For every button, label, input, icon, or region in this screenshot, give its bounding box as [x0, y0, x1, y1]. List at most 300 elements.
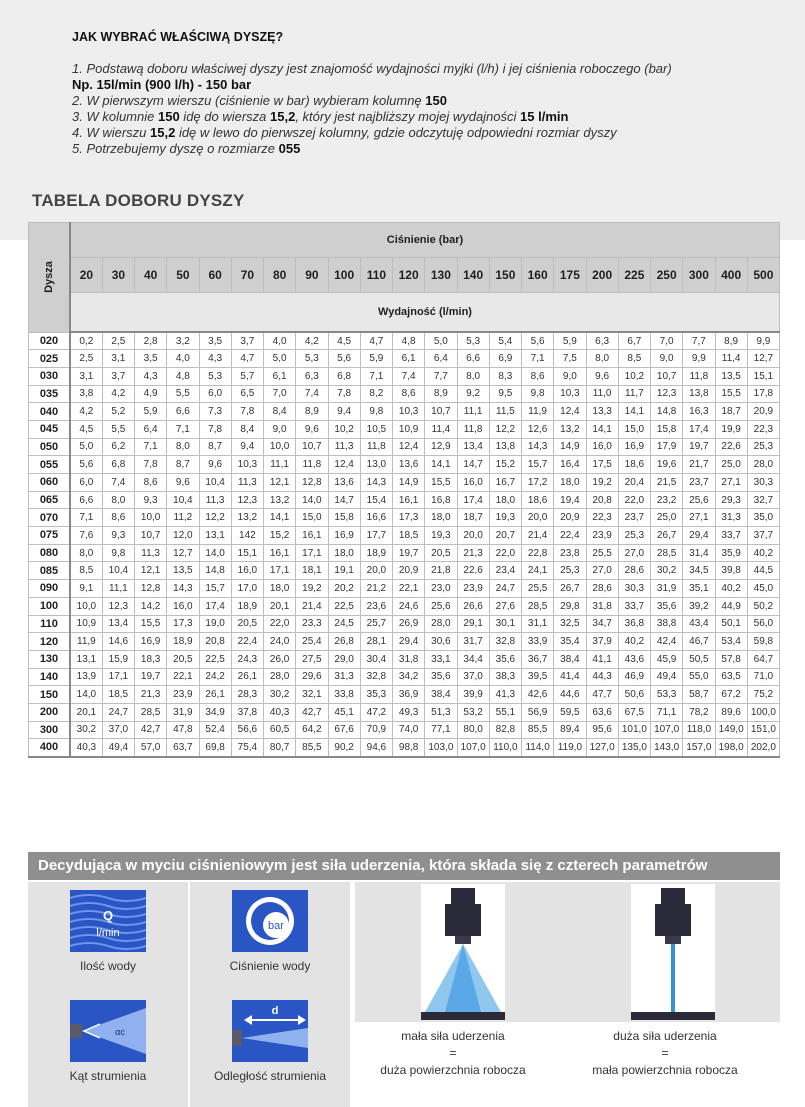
spray-angle-icon — [70, 1000, 146, 1062]
flow-cell: 11,4 — [425, 420, 457, 438]
flow-cell: 45,9 — [651, 650, 683, 668]
flow-cell: 25,5 — [586, 544, 618, 562]
flow-cell: 47,8 — [167, 721, 199, 739]
flow-cell: 98,8 — [393, 739, 425, 757]
flow-cell: 7,1 — [135, 438, 167, 456]
flow-cell: 25,3 — [618, 527, 650, 545]
flow-cell: 29,4 — [683, 527, 715, 545]
flow-cell: 31,8 — [586, 597, 618, 615]
param-pressure-label: Ciśnienie wody — [229, 959, 311, 973]
param-flow-label: Ilość wody — [79, 959, 137, 973]
flow-cell: 24,5 — [328, 615, 360, 633]
instructions-heading: JAK WYBRAĆ WŁAŚCIWĄ DYSZĘ? — [72, 30, 284, 44]
flow-cell: 29,4 — [393, 633, 425, 651]
nozzle-size: 120 — [29, 633, 71, 651]
flow-cell: 13,4 — [102, 615, 134, 633]
flow-cell: 12,4 — [328, 456, 360, 474]
table-row — [29, 332, 780, 350]
flow-cell: 11,9 — [70, 633, 102, 651]
flow-cell: 7,8 — [231, 403, 263, 421]
flow-cell: 7,1 — [167, 420, 199, 438]
flow-cell: 8,6 — [102, 509, 134, 527]
flow-cell: 24,1 — [522, 562, 554, 580]
flow-cell: 17,1 — [296, 544, 328, 562]
flow-cell: 107,0 — [651, 721, 683, 739]
flow-cell: 7,1 — [360, 367, 392, 385]
flow-cell: 11,2 — [167, 509, 199, 527]
flow-cell: 10,9 — [70, 615, 102, 633]
flow-cell: 7,8 — [199, 420, 231, 438]
flow-cell: 15,7 — [522, 456, 554, 474]
flow-cell: 103,0 — [425, 739, 457, 757]
flow-cell: 28,5 — [135, 703, 167, 721]
flow-cell: 22,6 — [457, 562, 489, 580]
flow-cell: 15,1 — [747, 367, 779, 385]
flow-cell: 24,3 — [231, 650, 263, 668]
flow-cell: 10,0 — [135, 509, 167, 527]
flow-cell: 9,0 — [554, 367, 586, 385]
flow-cell: 23,7 — [618, 509, 650, 527]
flow-cell: 64,7 — [747, 650, 779, 668]
flow-cell: 8,9 — [715, 332, 747, 350]
flow-cell: 20,7 — [489, 527, 521, 545]
flow-cell: 3,2 — [167, 332, 199, 350]
flow-cell: 28,6 — [586, 580, 618, 598]
flow-cell: 28,5 — [651, 544, 683, 562]
flow-cell: 51,3 — [425, 703, 457, 721]
flow-cell: 45,0 — [747, 580, 779, 598]
nozzle-size: 060 — [29, 474, 71, 492]
flow-cell: 31,3 — [328, 668, 360, 686]
flow-cell: 7,0 — [651, 332, 683, 350]
flow-cell: 18,0 — [328, 544, 360, 562]
nozzle-size: 085 — [29, 562, 71, 580]
flow-cell: 20,1 — [264, 597, 296, 615]
flow-cell: 14,6 — [102, 633, 134, 651]
flow-cell: 5,9 — [135, 403, 167, 421]
flow-cell: 11,3 — [135, 544, 167, 562]
nozzle-size: 070 — [29, 509, 71, 527]
flow-cell: 12,1 — [264, 474, 296, 492]
flow-cell: 38,3 — [489, 668, 521, 686]
flow-cell: 23,6 — [360, 597, 392, 615]
flow-cell: 6,0 — [70, 474, 102, 492]
flow-cell: 8,5 — [618, 350, 650, 368]
flow-cell: 63,6 — [586, 703, 618, 721]
flow-cell: 9,8 — [102, 544, 134, 562]
flow-cell: 26,1 — [231, 668, 263, 686]
flow-cell: 31,3 — [715, 509, 747, 527]
flow-cell: 12,3 — [231, 491, 263, 509]
flow-cell: 32,8 — [360, 668, 392, 686]
flow-cell: 142 — [231, 527, 263, 545]
flow-cell: 11,8 — [683, 367, 715, 385]
flow-cell: 22,1 — [167, 668, 199, 686]
flow-cell: 57,0 — [135, 739, 167, 757]
table-row — [29, 739, 780, 757]
table-row — [29, 367, 780, 385]
flow-cell: 24,6 — [393, 597, 425, 615]
nozzle-size: 020 — [29, 332, 71, 350]
flow-cell: 53,2 — [457, 703, 489, 721]
flow-cell: 16,1 — [296, 527, 328, 545]
flow-icon-q: Q — [102, 908, 114, 923]
pressure-gauge-icon — [232, 890, 308, 952]
flow-cell: 22,0 — [618, 491, 650, 509]
flow-cell: 17,4 — [199, 597, 231, 615]
flow-cell: 8,6 — [135, 474, 167, 492]
table-row — [29, 385, 780, 403]
flow-cell: 24,0 — [264, 633, 296, 651]
flow-cell: 21,8 — [425, 562, 457, 580]
flow-cell: 3,7 — [231, 332, 263, 350]
flow-cell: 13,6 — [393, 456, 425, 474]
flow-cell: 34,4 — [457, 650, 489, 668]
flow-cell: 4,0 — [167, 350, 199, 368]
flow-cell: 9,3 — [102, 527, 134, 545]
flow-cell: 15,5 — [135, 615, 167, 633]
nozzle-size: 200 — [29, 703, 71, 721]
flow-cell: 17,7 — [360, 527, 392, 545]
flow-cell: 33,1 — [425, 650, 457, 668]
flow-cell: 41,1 — [586, 650, 618, 668]
flow-cell: 29,8 — [554, 597, 586, 615]
pressure-col-header: 110 — [360, 258, 392, 293]
table-title: TABELA DOBORU DYSZY — [32, 191, 245, 210]
pressure-col-header: 225 — [618, 258, 650, 293]
flow-cell: 16,6 — [360, 509, 392, 527]
flow-cell: 11,1 — [264, 456, 296, 474]
flow-cell: 39,5 — [522, 668, 554, 686]
flow-cell: 24,7 — [102, 703, 134, 721]
flow-cell: 6,1 — [264, 367, 296, 385]
flow-cell: 63,7 — [167, 739, 199, 757]
flow-cell: 28,1 — [360, 633, 392, 651]
flow-cell: 2,8 — [135, 332, 167, 350]
pressure-col-header: 60 — [199, 258, 231, 293]
table-row — [29, 633, 780, 651]
flow-cell: 12,0 — [167, 527, 199, 545]
flow-cell: 7,0 — [264, 385, 296, 403]
flow-cell: 13,9 — [70, 668, 102, 686]
flow-cell: 20,9 — [747, 403, 779, 421]
flow-cell: 16,0 — [231, 562, 263, 580]
flow-cell: 28,0 — [264, 668, 296, 686]
flow-cell: 25,3 — [747, 438, 779, 456]
flow-cell: 6,4 — [425, 350, 457, 368]
flow-cell: 12,4 — [393, 438, 425, 456]
flow-cell: 118,0 — [683, 721, 715, 739]
flow-cell: 13,5 — [715, 367, 747, 385]
flow-cell: 11,0 — [586, 385, 618, 403]
flow-cell: 13,6 — [328, 474, 360, 492]
flow-cell: 11,4 — [715, 350, 747, 368]
flow-cell: 33,8 — [328, 686, 360, 704]
flow-cell: 50,1 — [715, 615, 747, 633]
nozzle-size: 035 — [29, 385, 71, 403]
flow-cell: 10,3 — [393, 403, 425, 421]
pressure-col-header: 400 — [715, 258, 747, 293]
flow-cell: 77,1 — [425, 721, 457, 739]
flow-cell: 90,2 — [328, 739, 360, 757]
flow-cell: 36,8 — [618, 615, 650, 633]
flow-cell: 6,0 — [199, 385, 231, 403]
flow-cell: 5,5 — [167, 385, 199, 403]
flow-cell: 5,4 — [489, 332, 521, 350]
flow-cell: 34,9 — [199, 703, 231, 721]
flow-cell: 34,7 — [586, 615, 618, 633]
flow-cell: 11,8 — [296, 456, 328, 474]
flow-cell: 20,0 — [522, 509, 554, 527]
flow-cell: 27,5 — [296, 650, 328, 668]
flow-cell: 23,3 — [296, 615, 328, 633]
flow-cell: 25,6 — [683, 491, 715, 509]
flow-cell: 17,2 — [522, 474, 554, 492]
flow-cell: 59,5 — [554, 703, 586, 721]
flow-cell: 4,8 — [167, 367, 199, 385]
flow-cell: 14,1 — [586, 420, 618, 438]
flow-cell: 18,5 — [102, 686, 134, 704]
impact-demo-panel — [355, 882, 780, 1022]
flow-cell: 18,7 — [715, 403, 747, 421]
low-impact-caption: mała siła uderzenia = duża powierzchnia robocza — [380, 1029, 526, 1077]
flow-cell: 5,6 — [70, 456, 102, 474]
flow-cell: 15,2 — [264, 527, 296, 545]
flow-cell: 38,4 — [554, 650, 586, 668]
flow-cell: 7,4 — [296, 385, 328, 403]
flow-cell: 15,7 — [199, 580, 231, 598]
flow-cell: 12,3 — [102, 597, 134, 615]
flow-cell: 2,5 — [70, 350, 102, 368]
table-row — [29, 456, 780, 474]
pressure-values-row — [29, 258, 780, 293]
flow-cell: 25,6 — [425, 597, 457, 615]
flow-cell: 28,3 — [231, 686, 263, 704]
flow-cell: 6,2 — [102, 438, 134, 456]
flow-cell: 49,4 — [651, 668, 683, 686]
table-row — [29, 403, 780, 421]
flow-cell: 110,0 — [489, 739, 521, 757]
flow-cell: 10,7 — [135, 527, 167, 545]
flow-cell: 16,9 — [618, 438, 650, 456]
flow-cell: 20,5 — [167, 650, 199, 668]
flow-cell: 23,9 — [457, 580, 489, 598]
param-angle — [28, 992, 188, 1107]
flow-cell: 22,0 — [264, 615, 296, 633]
flow-cell: 3,8 — [70, 385, 102, 403]
flow-cell: 9,8 — [360, 403, 392, 421]
flow-cell: 23,4 — [489, 562, 521, 580]
flow-cell: 78,2 — [683, 703, 715, 721]
table-row — [29, 420, 780, 438]
flow-cell: 19,9 — [715, 420, 747, 438]
flow-cell: 14,8 — [199, 562, 231, 580]
pressure-col-header: 500 — [747, 258, 779, 293]
flow-cell: 9,0 — [651, 350, 683, 368]
nozzle-size: 300 — [29, 721, 71, 739]
flow-cell: 35,9 — [715, 544, 747, 562]
flow-cell: 40,3 — [70, 739, 102, 757]
flow-cell: 12,1 — [135, 562, 167, 580]
flow-cell: 20,4 — [618, 474, 650, 492]
flow-cell: 19,6 — [651, 456, 683, 474]
flow-cell: 14,7 — [328, 491, 360, 509]
flow-cell: 24,7 — [489, 580, 521, 598]
flow-cell: 3,1 — [102, 350, 134, 368]
pressure-col-header: 150 — [489, 258, 521, 293]
flow-cell: 26,6 — [457, 597, 489, 615]
flow-cell: 31,9 — [167, 703, 199, 721]
flow-cell: 4,3 — [199, 350, 231, 368]
flow-cell: 12,7 — [167, 544, 199, 562]
flow-cell: 57,8 — [715, 650, 747, 668]
flow-header: Wydajność (l/min) — [70, 293, 780, 333]
flow-cell: 46,9 — [618, 668, 650, 686]
flow-cell: 14,0 — [70, 686, 102, 704]
flow-cell: 5,2 — [102, 403, 134, 421]
flow-cell: 17,1 — [264, 562, 296, 580]
flow-cell: 28,6 — [618, 562, 650, 580]
flow-cell: 82,8 — [489, 721, 521, 739]
flow-cell: 31,9 — [651, 580, 683, 598]
flow-cell: 11,3 — [231, 474, 263, 492]
nozzle-size: 400 — [29, 739, 71, 757]
param-angle-label: Kąt strumienia — [69, 1069, 147, 1083]
flow-cell: 10,5 — [360, 420, 392, 438]
flow-cell: 5,5 — [102, 420, 134, 438]
flow-cell: 43,4 — [683, 615, 715, 633]
flow-cell: 6,8 — [328, 367, 360, 385]
instructions-list — [72, 61, 672, 157]
flow-cell: 101,0 — [618, 721, 650, 739]
flow-cell: 37,8 — [231, 703, 263, 721]
flow-cell: 6,5 — [231, 385, 263, 403]
flow-cell: 6,3 — [296, 367, 328, 385]
flow-cell: 4,7 — [231, 350, 263, 368]
flow-cell: 4,0 — [264, 332, 296, 350]
flow-cell: 15,0 — [618, 420, 650, 438]
flow-cell: 119,0 — [554, 739, 586, 757]
flow-cell: 71,0 — [747, 668, 779, 686]
flow-cell: 9,1 — [70, 580, 102, 598]
flow-cell: 30,1 — [489, 615, 521, 633]
flow-cell: 53,4 — [715, 633, 747, 651]
flow-cell: 21,4 — [522, 527, 554, 545]
flow-cell: 35,6 — [651, 597, 683, 615]
flow-cell: 5,0 — [70, 438, 102, 456]
flow-cell: 4,5 — [70, 420, 102, 438]
step-3: 3. W kolumnie 150 idę do wiersza 15,2, który jest najbliższy mojej wydajności 15 l/min — [72, 109, 569, 124]
flow-cell: 19,2 — [586, 474, 618, 492]
flow-cell: 12,2 — [489, 420, 521, 438]
flow-cell: 45,1 — [328, 703, 360, 721]
flow-cell: 28,0 — [425, 615, 457, 633]
flow-cell: 13,1 — [70, 650, 102, 668]
flow-cell: 28,0 — [747, 456, 779, 474]
flow-cell: 10,7 — [651, 367, 683, 385]
flow-cell: 42,7 — [135, 721, 167, 739]
parameters-banner: Decydująca w myciu ciśnieniowym jest siła uderzenia, która składa się z czterech parametrów — [28, 852, 780, 880]
flow-cell: 4,2 — [102, 385, 134, 403]
flow-cell: 19,3 — [425, 527, 457, 545]
flow-cell: 6,6 — [167, 403, 199, 421]
table-row — [29, 562, 780, 580]
flow-cell: 89,4 — [554, 721, 586, 739]
flow-cell: 11,7 — [618, 385, 650, 403]
flow-cell: 60,5 — [264, 721, 296, 739]
flow-cell: 19,4 — [554, 491, 586, 509]
pressure-col-header: 70 — [231, 258, 263, 293]
flow-cell: 9,8 — [522, 385, 554, 403]
flow-cell: 4,8 — [393, 332, 425, 350]
flow-cell: 18,7 — [457, 509, 489, 527]
flow-cell: 2,5 — [102, 332, 134, 350]
flow-cell: 6,7 — [618, 332, 650, 350]
flow-cell: 22,4 — [231, 633, 263, 651]
flow-cell: 74,0 — [393, 721, 425, 739]
flow-cell: 135,0 — [618, 739, 650, 757]
nozzle-size: 030 — [29, 367, 71, 385]
nozzle-size: 080 — [29, 544, 71, 562]
flow-cell: 14,3 — [522, 438, 554, 456]
flow-cell: 12,9 — [425, 438, 457, 456]
flow-cell: 53,3 — [651, 686, 683, 704]
flow-cell: 9,0 — [264, 420, 296, 438]
flow-cell: 27,6 — [489, 597, 521, 615]
flow-cell: 12,6 — [522, 420, 554, 438]
flow-cell: 33,7 — [618, 597, 650, 615]
flow-cell: 17,4 — [457, 491, 489, 509]
flow-cell: 4,2 — [296, 332, 328, 350]
flow-cell: 25,3 — [554, 562, 586, 580]
flow-cell: 6,3 — [586, 332, 618, 350]
pressure-col-header: 160 — [522, 258, 554, 293]
flow-cell: 114,0 — [522, 739, 554, 757]
pressure-col-header: 175 — [554, 258, 586, 293]
flow-cell: 7,8 — [135, 456, 167, 474]
flow-cell: 22,8 — [522, 544, 554, 562]
flow-cell: 5,0 — [264, 350, 296, 368]
flow-cell: 25,0 — [715, 456, 747, 474]
flow-cell: 12,2 — [199, 509, 231, 527]
table-row — [29, 509, 780, 527]
flow-cell: 42,6 — [522, 686, 554, 704]
table-row — [29, 650, 780, 668]
flow-cell: 11,3 — [199, 491, 231, 509]
flow-cell: 95,6 — [586, 721, 618, 739]
flow-cell: 157,0 — [683, 739, 715, 757]
flow-cell: 9,6 — [586, 367, 618, 385]
flow-cell: 71,1 — [651, 703, 683, 721]
high-impact-caption: duża siła uderzenia = mała powierzchnia robocza — [592, 1029, 738, 1077]
flow-cell: 20,8 — [586, 491, 618, 509]
flow-cell: 8,4 — [231, 420, 263, 438]
flow-cell: 33,7 — [715, 527, 747, 545]
flow-cell: 14,3 — [360, 474, 392, 492]
flow-cell: 8,0 — [457, 367, 489, 385]
flow-cell: 13,2 — [231, 509, 263, 527]
param-flow — [28, 882, 188, 997]
flow-cell: 6,6 — [70, 491, 102, 509]
flow-cell: 3,1 — [70, 367, 102, 385]
flow-cell: 18,9 — [231, 597, 263, 615]
flow-cell: 44,3 — [586, 668, 618, 686]
flow-cell: 8,9 — [296, 403, 328, 421]
nozzle-size: 140 — [29, 668, 71, 686]
table-row — [29, 474, 780, 492]
flow-cell: 50,5 — [683, 650, 715, 668]
flow-cell: 16,7 — [489, 474, 521, 492]
